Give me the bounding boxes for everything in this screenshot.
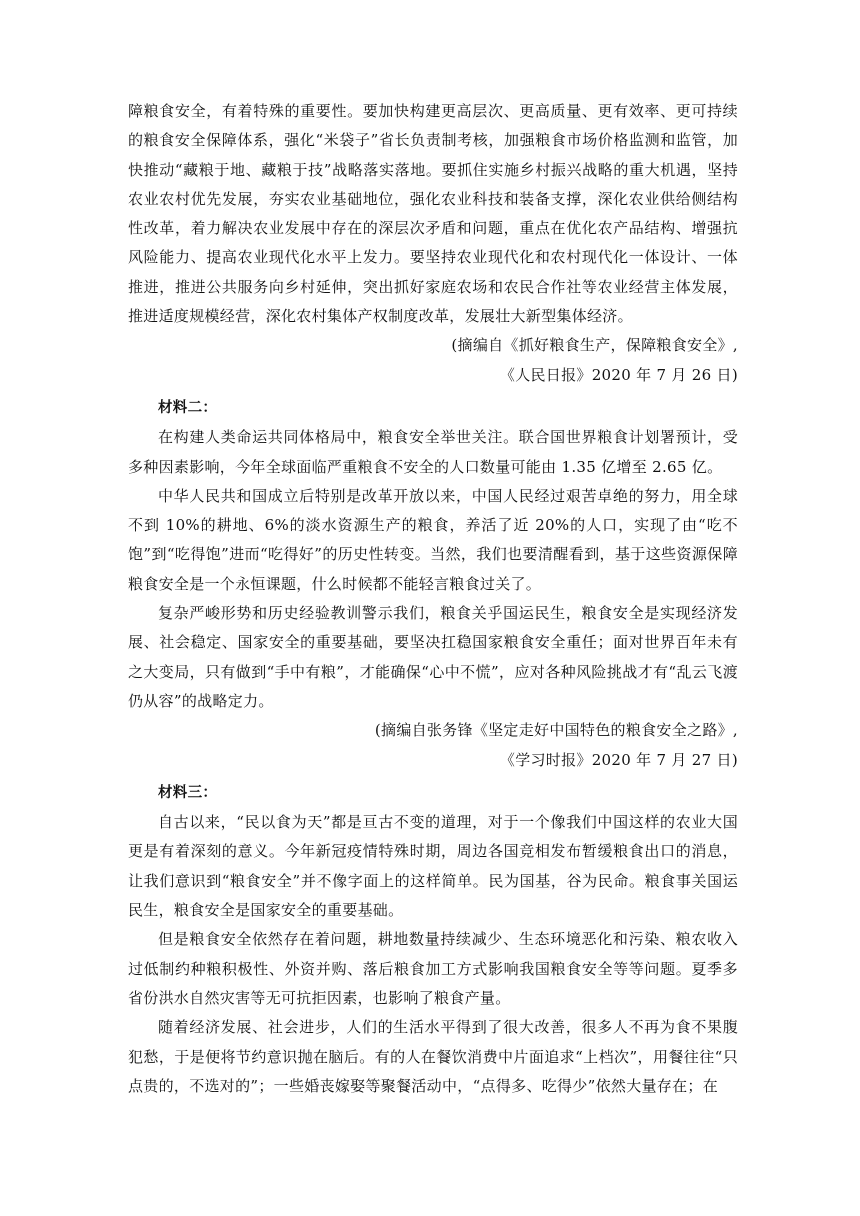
source-citation-2-line-2: 《学习时报》2020 年 7 月 27 日): [499, 750, 738, 769]
source-citation-2-line-1: (摘编自张务锋《坚定走好中国特色的粮食安全之路》,: [374, 721, 738, 740]
source-citation-1-line-1: (摘编自《抓好粮食生产，保障粮食安全》,: [451, 336, 738, 355]
material-2-paragraph-2: 中华人民共和国成立后特别是改革开放以来，中国人民经过艰苦卓绝的努力，用全球不到 10%的耕地、6%的淡水资源生产的粮食，养活了近 20%的人口，实现了由“吃不饱”到“吃得饱”进而“吃得好”的历史性转变。当然，我们也要清醒看到，基于这些资源保障粮食安全是一个永恒课题，什么时候都不能轻言粮食过关了。: [128, 486, 738, 593]
document-page: [128, 97, 738, 1101]
source-citation-1-line-2: 《人民日报》2020 年 7 月 26 日): [499, 365, 738, 384]
material-2-paragraph-1: 在构建人类命运共同体格局中，粮食安全举世关注。联合国世界粮食计划署预计，受多种因素影响，今年全球面临严重粮食不安全的人口数量可能由 1.35 亿增至 2.65 亿。: [128, 428, 738, 476]
material-3-paragraph-1: 自古以来，“民以食为天”都是亘古不变的道理，对于一个像我们中国这样的农业大国更是有着深刻的意义。今年新冠疫情特殊时期，周边各国竞相发布暂缓粮食出口的消息，让我们意识到“粮食安全”并不像字面上的这样简单。民为国基，谷为民命。粮食事关国运民生，粮食安全是国家安全的重要基础。: [128, 813, 738, 920]
section-heading-material-2: 材料二：: [158, 399, 218, 416]
paragraph-continuation: 障粮食安全，有着特殊的重要性。要加快构建更高层次、更高质量、更有效率、更可持续的粮食安全保障体系，强化“米袋子”省长负责制考核，加强粮食市场价格监测和监管，加快推动“藏粮于地、藏粮于技”战略落实落地。要抓住实施乡村振兴战略的重大机遇，坚持农业农村优先发展，夯实农业基础地位，强化农业科技和装备支撑，深化农业供给侧结构性改革，着力解决农业发展中存在的深层次矛盾和问题，重点在优化农产品结构、增强抗风险能力、提高农业现代化水平上发力。要坚持农业现代化和农村现代化一体设计、一体推进，推进公共服务向乡村延伸，突出抓好家庭农场和农民合作社等农业经营主体发展，推进适度规模经营，深化农村集体产权制度改革，发展壮大新型集体经济。: [128, 102, 738, 326]
material-3-paragraph-2: 但是粮食安全依然存在着问题，耕地数量持续减少、生态环境恶化和污染、粮农收入过低制约种粮积极性、外资并购、落后粮食加工方式影响我国粮食安全等等问题。夏季多省份洪水自然灾害等无可抗拒因素，也影响了粮食产量。: [128, 930, 738, 1007]
section-heading-material-3: 材料三：: [158, 784, 218, 801]
material-3-paragraph-3: 随着经济发展、社会进步，人们的生活水平得到了很大改善，很多人不再为食不果腹犯愁，于是便将节约意识抛在脑后。有的人在餐饮消费中片面追求“上档次”，用餐往往“只点贵的，不选对的”；一些婚丧嫁娶等聚餐活动中，“点得多、吃得少”依然大量存在；在: [128, 1018, 738, 1095]
material-2-paragraph-3: 复杂严峻形势和历史经验教训警示我们，粮食关乎国运民生，粮食安全是实现经济发展、社会稳定、国家安全的重要基础，要坚决扛稳国家粮食安全重任；面对世界百年未有之大变局，只有做到“手中有粮”，才能确保“心中不慌”，应对各种风险挑战才有“乱云飞渡仍从容”的战略定力。: [128, 604, 738, 710]
